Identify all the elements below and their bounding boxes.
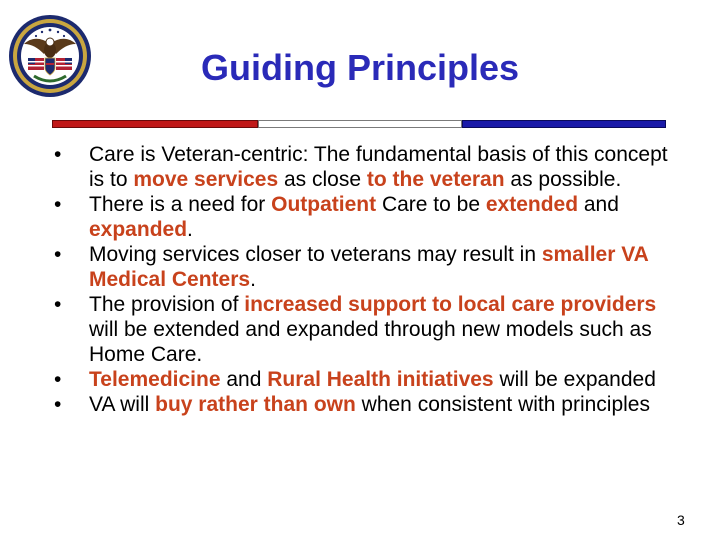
- highlighted-text: extended: [485, 193, 579, 216]
- bullet-text: Care to be: [376, 193, 486, 216]
- bullet-text: Moving services closer to veterans may result in: [89, 243, 542, 266]
- highlighted-text: Outpatient: [271, 193, 377, 216]
- bullet-item: [52, 192, 672, 242]
- bullet-text: .: [187, 218, 193, 241]
- divider-white-segment: [258, 120, 462, 128]
- bullet-marker: •: [54, 293, 62, 316]
- highlighted-text: Rural Health initiatives: [267, 368, 494, 391]
- bullet-text: and: [578, 193, 619, 216]
- highlighted-text: buy rather than own: [155, 393, 356, 416]
- slide-title: Guiding Principles: [200, 47, 520, 88]
- page-number: 3: [677, 512, 685, 528]
- highlighted-text: to the veteran: [366, 168, 505, 191]
- bullet-text: as close: [278, 168, 367, 191]
- bullet-text: when consistent with principles: [355, 393, 650, 416]
- bullet-text: as possible.: [504, 168, 622, 191]
- bullet-item: [52, 142, 672, 192]
- bullet-text: will be extended and expanded through new models such as Home Care.: [89, 318, 652, 366]
- divider-red-segment: [52, 120, 258, 128]
- bullet-text: and: [220, 368, 268, 391]
- bullet-item: [52, 367, 672, 392]
- bullet-marker: •: [54, 193, 62, 216]
- bullet-item: [52, 392, 672, 417]
- bullet-text: VA will: [89, 393, 156, 416]
- bullet-marker: •: [54, 393, 62, 416]
- divider-blue-segment: [462, 120, 666, 128]
- bullet-text: will be expanded: [493, 368, 656, 391]
- bullet-item: [52, 292, 672, 367]
- bullet-text: The provision of: [89, 293, 245, 316]
- bullet-marker: •: [54, 143, 62, 166]
- highlighted-text: increased support to local care providers: [244, 293, 657, 316]
- bullet-list: [52, 142, 672, 417]
- highlighted-text: Telemedicine: [89, 368, 221, 391]
- bullet-marker: •: [54, 368, 62, 391]
- bullet-item: [52, 242, 672, 292]
- title-divider: [52, 120, 666, 128]
- bullet-text: Care is Veteran-centric: The fundamental basis of this concept is to: [89, 143, 668, 191]
- highlighted-text: move services: [133, 168, 279, 191]
- bullet-text: .: [250, 268, 256, 291]
- bullet-text: There is a need for: [89, 193, 272, 216]
- bullet-marker: •: [54, 243, 62, 266]
- highlighted-text: expanded: [89, 218, 188, 241]
- highlighted-text: smaller VA Medical Centers: [89, 243, 649, 291]
